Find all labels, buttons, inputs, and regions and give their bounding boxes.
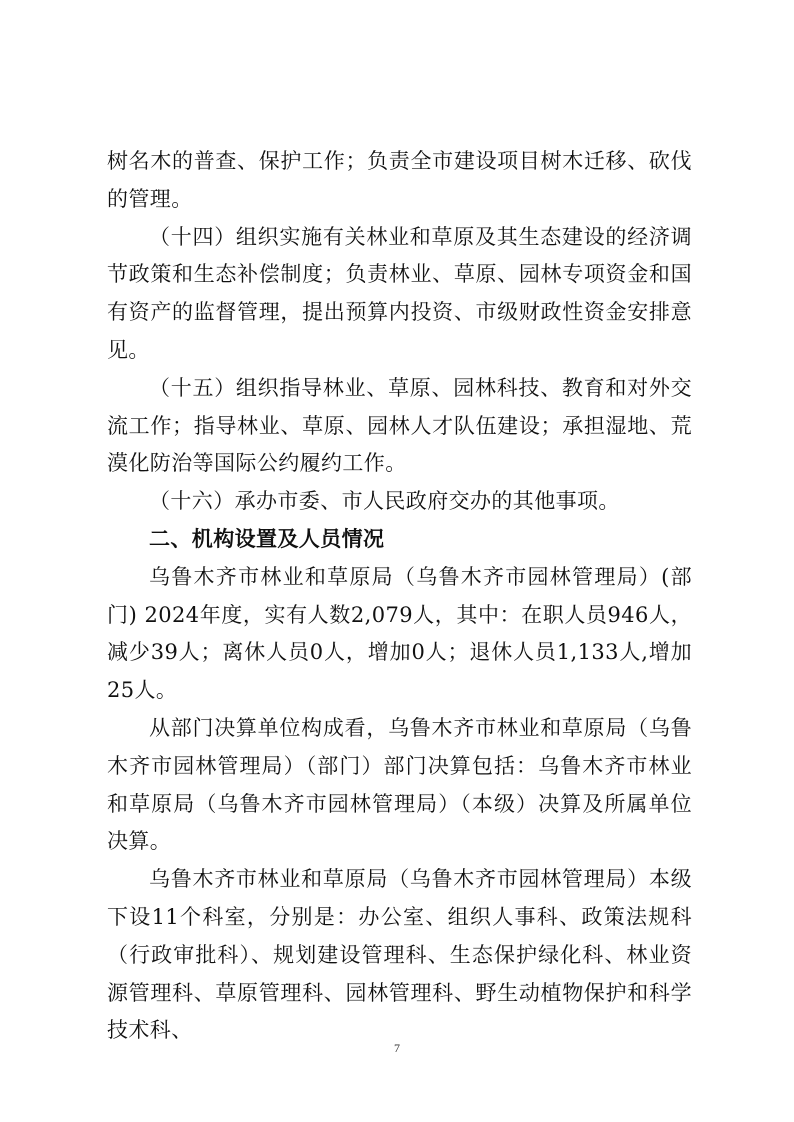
paragraph-item-16: （十六）承办市委、市人民政府交办的其他事项。 <box>149 489 620 514</box>
paragraph-departments: 乌鲁木齐市林业和草原局（乌鲁木齐市园林管理局）本级下设11个科室，分别是：办公室、组织人事科、政策法规科（行政审批科）、规划建设管理科、生态保护绿化科、林业资源管理科、草原管理科、园林管理科、野生动植物保护和科学技术科、 <box>107 867 692 1043</box>
page-number: 7 <box>394 1041 400 1055</box>
paragraph-staffing: 乌鲁木齐市林业和草原局（乌鲁木齐市园林管理局）(部门) 2024年度，实有人数2,079人，其中：在职人员946人，减少39人；离休人员0人，增加0人；退休人员1,133人,增加25人。 <box>107 564 692 703</box>
paragraph-item-14: （十四）组织实施有关林业和草原及其生态建设的经济调节政策和生态补偿制度；负责林业、草原、园林专项资金和国有资产的监督管理，提出预算内投资、市级财政性资金安排意见。 <box>107 224 692 362</box>
body-text <box>107 143 692 1050</box>
paragraph-item-15: （十五）组织指导林业、草原、园林科技、教育和对外交流工作；指导林业、草原、园林人才队伍建设；承担湿地、荒漠化防治等国际公约履约工作。 <box>107 375 692 476</box>
paragraph-continuation: 树名木的普查、保护工作；负责全市建设项目树木迁移、砍伐的管理。 <box>107 149 692 211</box>
section-heading: 二、机构设置及人员情况 <box>149 526 385 551</box>
paragraph-budget-units: 从部门决算单位构成看，乌鲁木齐市林业和草原局（乌鲁木齐市园林管理局）（部门）部门决算包括：乌鲁木齐市林业和草原局（乌鲁木齐市园林管理局）（本级）决算及所属单位决算。 <box>107 715 692 854</box>
